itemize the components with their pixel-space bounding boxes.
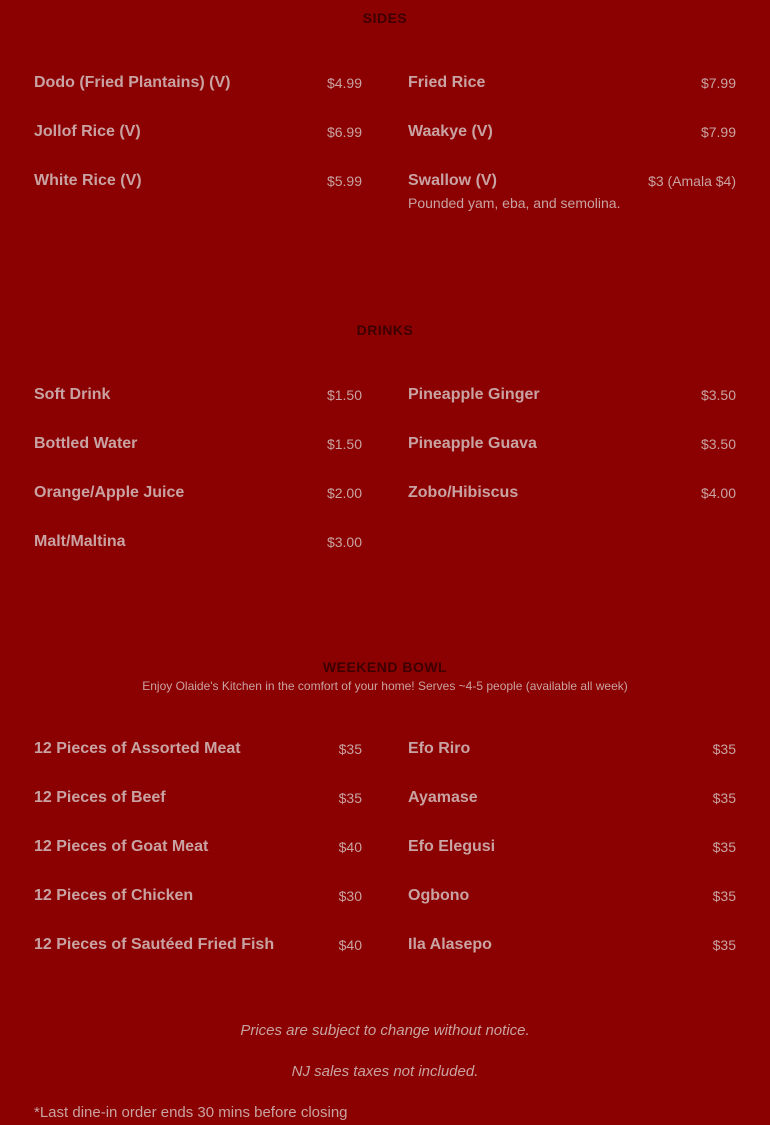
menu-item [34,170,362,219]
item-name: 12 Pieces of Sautéed Fried Fish [34,936,275,953]
menu-item [34,738,362,787]
item-price: $3.00 [326,534,362,550]
menu-item [34,836,362,885]
menu-item [34,384,362,433]
item-name: Zobo/Hibiscus [408,484,519,501]
item-price: $35 [338,741,362,757]
drinks-title: DRINKS [356,322,414,338]
item-name: Efo Riro [408,740,471,757]
drinks-right-column [408,384,736,531]
closing-notice: *Last dine-in order ends 30 mins before closing [34,1104,348,1121]
menu-item [34,934,362,983]
menu-item [408,121,736,170]
menu-item [408,170,736,219]
item-name: Soft Drink [34,386,111,403]
item-name: Ila Alasepo [408,936,492,953]
menu-item [34,121,362,170]
item-name: Swallow (V) [408,172,497,189]
menu-item [408,885,736,934]
sides-section [0,8,770,28]
item-price: $35 [712,937,736,953]
menu-item [408,72,736,121]
menu-item [408,787,736,836]
menu-item [408,934,736,983]
menu-item [408,384,736,433]
item-price: $40 [338,937,362,953]
item-name: White Rice (V) [34,172,142,189]
item-price: $35 [712,741,736,757]
item-name: Dodo (Fried Plantains) (V) [34,74,231,91]
item-price: $7.99 [700,124,736,140]
item-price: $3.50 [700,387,736,403]
weekend-bowl-subtitle: Enjoy Olaide's Kitchen in the comfort of your home! Serves ~4-5 people (available all week) [142,679,628,693]
item-price: $35 [712,790,736,806]
menu-item [34,433,362,482]
item-name: Fried Rice [408,74,486,91]
prices-notice: Prices are subject to change without notice. [240,1022,530,1039]
item-name: 12 Pieces of Goat Meat [34,838,209,855]
item-name: Malt/Maltina [34,533,126,550]
drinks-left-column [34,384,362,580]
item-price: $7.99 [700,75,736,91]
item-price: $40 [338,839,362,855]
weekend-left-column [34,738,362,983]
item-price: $3.50 [700,436,736,452]
item-description: Pounded yam, eba, and semolina. [408,195,621,211]
item-name: Waakye (V) [408,123,493,140]
item-name: Orange/Apple Juice [34,484,185,501]
item-price: $35 [712,839,736,855]
menu-item [408,482,736,531]
item-name: Jollof Rice (V) [34,123,141,140]
item-name: Bottled Water [34,435,138,452]
weekend-bowl-section [0,657,770,695]
item-price: $30 [338,888,362,904]
item-price: $3 (Amala $4) [648,173,736,189]
menu-item [34,885,362,934]
sides-left-column [34,72,362,219]
item-price: $5.99 [326,173,362,189]
menu-item [408,433,736,482]
item-price: $1.50 [326,387,362,403]
weekend-bowl-title: WEEKEND BOWL [322,659,448,675]
menu-item [34,787,362,836]
item-name: 12 Pieces of Beef [34,789,166,806]
menu-item [34,531,362,580]
item-price: $1.50 [326,436,362,452]
menu-item [408,836,736,885]
item-name: Pineapple Ginger [408,386,540,403]
item-price: $4.99 [326,75,362,91]
item-name: 12 Pieces of Assorted Meat [34,740,241,757]
menu-item [34,72,362,121]
menu-item [408,738,736,787]
item-price: $35 [338,790,362,806]
item-name: Ogbono [408,887,470,904]
drinks-section [0,320,770,340]
item-name: 12 Pieces of Chicken [34,887,194,904]
item-price: $4.00 [700,485,736,501]
item-name: Ayamase [408,789,478,806]
tax-notice: NJ sales taxes not included. [291,1063,479,1080]
item-price: $35 [712,888,736,904]
item-name: Pineapple Guava [408,435,537,452]
item-price: $6.99 [326,124,362,140]
item-name: Efo Elegusi [408,838,496,855]
item-price: $2.00 [326,485,362,501]
sides-title: SIDES [362,10,408,26]
sides-right-column [408,72,736,219]
menu-item [34,482,362,531]
weekend-right-column [408,738,736,983]
